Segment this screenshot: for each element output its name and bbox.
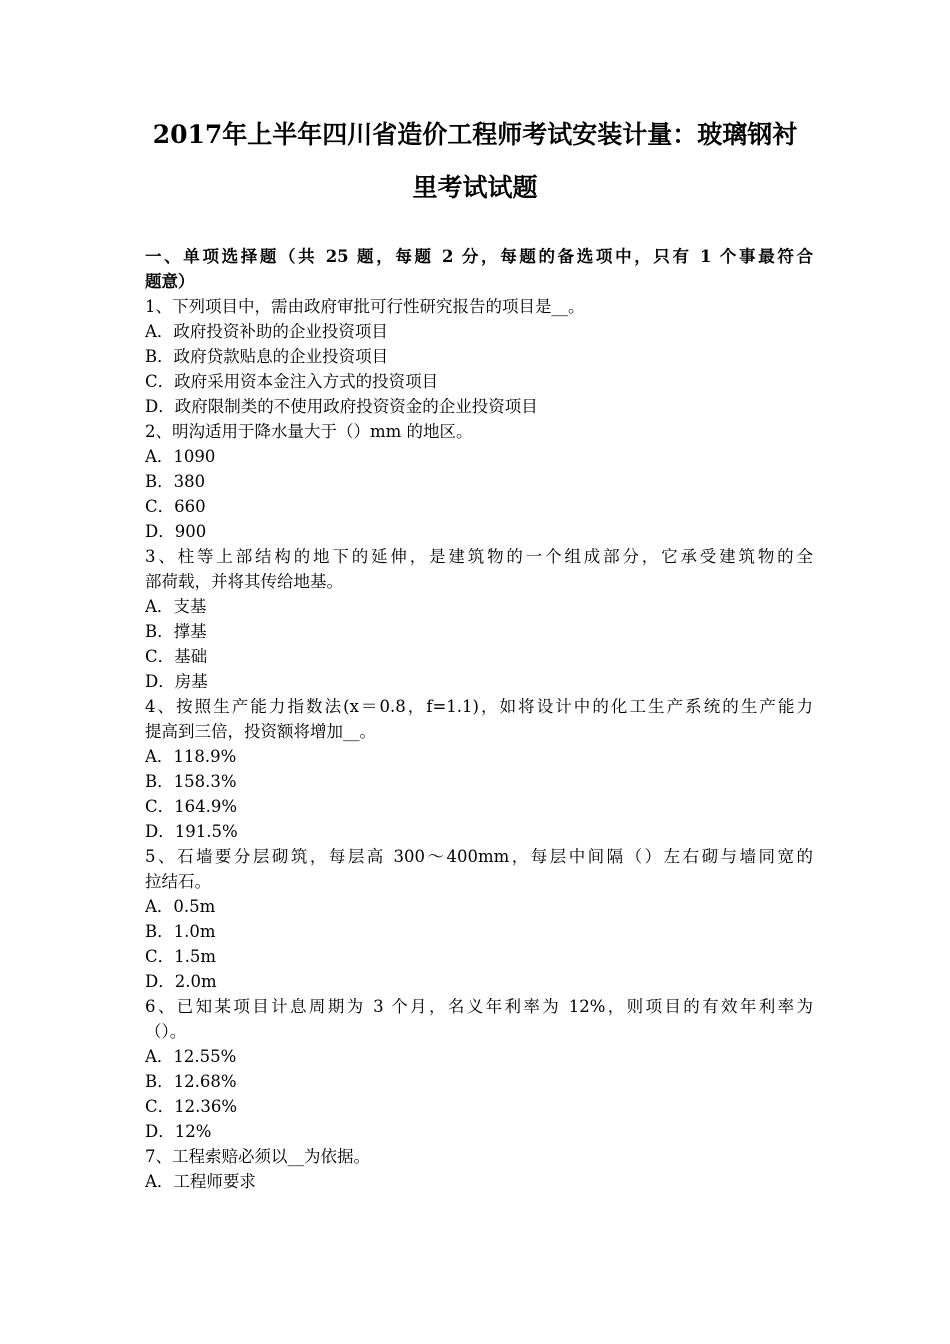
question-6 [145,994,813,1144]
question-stem-line-1: 5、石墙要分层砌筑，每层高 300～400mm，每层中间隔（）左右砌与墙同宽的 [145,847,813,866]
option-a: A．工程师要求 [145,1172,256,1191]
question-stem-line-2: 拉结石。 [145,872,211,891]
question-stem-line-2: （）。 [145,1022,187,1041]
section-heading-line-2: 题意） [145,272,195,291]
document-body [145,244,813,1194]
option-a: A．12.55% [145,1047,237,1066]
option-c: C．660 [145,497,206,516]
option-c: C．1.5m [145,947,217,966]
question-2 [145,419,813,544]
option-a: A．支基 [145,597,207,616]
question-stem-line-1: 4、按照生产能力指数法(x＝0.8，f=1.1)，如将设计中的化工生产系统的生产能力 [145,697,813,716]
question-7 [145,1144,813,1194]
option-b: B．12.68% [145,1072,237,1091]
question-stem: 1、下列项目中，需由政府审批可行性研究报告的项目是__。 [145,297,585,316]
option-b: B．撑基 [145,622,207,641]
question-1 [145,294,813,419]
section-heading-line-1: 一、单项选择题（共 25 题，每题 2 分，每题的备选项中，只有 1 个事最符合 [145,247,813,266]
question-stem: 7、工程索赔必须以__为依据。 [145,1147,370,1166]
question-stem-line-2: 部荷载，并将其传给地基。 [145,572,343,591]
option-a: A．1090 [145,447,216,466]
document-title-line-2: 里考试试题 [412,173,538,202]
option-d: D．900 [145,522,207,541]
question-stem-line-1: 3、柱等上部结构的地下的延伸，是建筑物的一个组成部分，它承受建筑物的全 [145,547,813,566]
question-4 [145,694,813,844]
question-stem: 2、明沟适用于降水量大于（）mm 的地区。 [145,422,473,441]
section-heading [145,244,813,294]
question-stem-line-1: 6、已知某项目计息周期为 3 个月，名义年利率为 12%，则项目的有效年利率为 [145,997,813,1016]
option-c: C．164.9% [145,797,238,816]
option-d: D．12% [145,1122,212,1141]
option-b: B．158.3% [145,772,237,791]
option-a: A．118.9% [145,747,237,766]
question-stem-line-2: 提高到三倍，投资额将增加__。 [145,722,376,741]
option-d: D．2.0m [145,972,217,991]
option-d: D．政府限制类的不使用政府投资资金的企业投资项目 [145,397,538,416]
option-d: D．191.5% [145,822,238,841]
option-c: C．12.36% [145,1097,238,1116]
option-b: B．1.0m [145,922,216,941]
option-c: C．政府采用资本金注入方式的投资项目 [145,372,439,391]
option-c: C．基础 [145,647,208,666]
option-b: B．政府贷款贴息的企业投资项目 [145,347,389,366]
option-a: A．0.5m [145,897,216,916]
question-3 [145,544,813,694]
document-title-line-1: 2017年上半年四川省造价工程师考试安装计量：玻璃钢衬 [152,120,798,149]
option-b: B．380 [145,472,206,491]
option-a: A．政府投资补助的企业投资项目 [145,322,388,341]
option-d: D．房基 [145,672,208,691]
question-5 [145,844,813,994]
